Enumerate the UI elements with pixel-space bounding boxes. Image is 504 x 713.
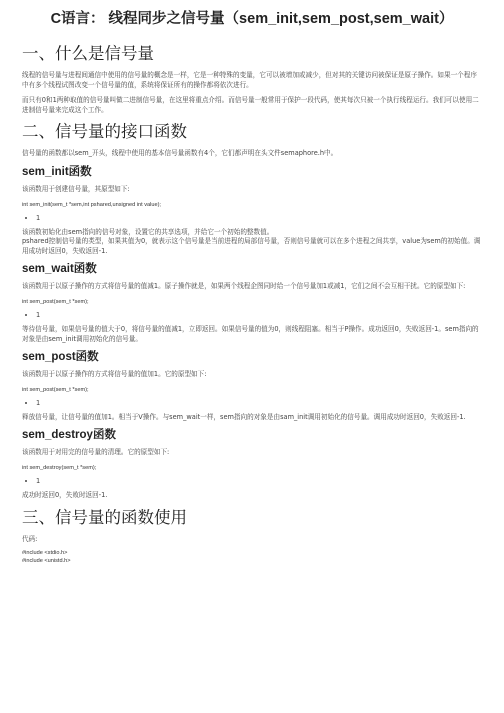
sem-init-heading: sem_init函数	[22, 165, 92, 178]
sem-post-desc: 该函数用于以原子操作的方式将信号量的值加1。它的原型如下:	[22, 370, 207, 379]
line-number: • 1	[36, 214, 482, 223]
sem-post-line-list	[22, 399, 482, 408]
section-1-paragraph-1: 线程的信号量与进程间通信中使用的信号量的概念是一样，它是一种特殊的变量，它可以被增加或减少，但对其的关键访问被保证是原子操作。如果一个程序中有多个线程试图改变一个信号量的值，系统将保证所有的操作都将依次进行。	[22, 71, 477, 89]
sem-destroy-paragraph-1: 成功时返回0，失败时返回-1.	[22, 490, 108, 499]
sem-wait-code: int sem_post(sem_t *sem);	[22, 298, 89, 305]
sem-destroy-code: int sem_destroy(sem_t *sem);	[22, 464, 97, 471]
sem-wait-line-list	[22, 311, 482, 320]
sem-init-paragraph-1: 该函数初始化由sem指向的信号对象，设置它的共享选项，并给它一个初始的整数值。	[22, 227, 274, 236]
section-2-intro: 信号量的函数都以sem_开头，线程中使用的基本信号量函数有4个，它们都声明在头文件semaphore.h中。	[22, 149, 338, 158]
sem-init-desc: 该函数用于创建信号量，其原型如下:	[22, 184, 130, 193]
section-1-paragraph-2: 而只有0和1两种取值的信号量叫做二进制信号量，在这里将重点介绍。而信号量一般常用于保护一段代码，使其每次只被一个执行线程运行。我们可以使用二进制信号量来完成这个工作。	[22, 96, 479, 114]
section-3-heading: 三、信号量的函数使用	[22, 507, 187, 527]
line-number: • 1	[36, 399, 482, 408]
sem-destroy-heading: sem_destroy函数	[22, 429, 116, 442]
sem-init-code: int sem_init(sem_t *sem,int pshared,unsigned int value);	[22, 201, 161, 208]
sem-post-code: int sem_post(sem_t *sem);	[22, 386, 89, 393]
code-label: 代码:	[22, 534, 38, 543]
line-number: • 1	[36, 311, 482, 320]
sem-init-paragraph-2: pshared控制信号量的类型，如果其值为0，就表示这个信号量是当前进程的局部信号量，否则信号量就可以在多个进程之间共享，value为sem的初始值。调用成功时返回0，失败返回-1.	[22, 237, 481, 255]
sem-wait-paragraph-1: 等待信号量，如果信号量的值大于0，将信号量的值减1，立即返回。如果信号量的值为0，则线程阻塞。相当于P操作。成功返回0，失败返回-1。sem指向的对象是由sem_init调用初始化的信号量。	[22, 324, 479, 343]
section-2-heading: 二、信号量的接口函数	[22, 122, 187, 142]
sem-wait-heading: sem_wait函数	[22, 263, 97, 276]
sem-init-line-list	[22, 214, 482, 223]
sem-post-heading: sem_post函数	[22, 351, 99, 364]
code-line-2: #include <unistd.h>	[22, 558, 71, 565]
section-1-heading: 一、什么是信号量	[22, 44, 154, 63]
sem-wait-desc: 该函数用于以原子操作的方式将信号量的值减1。原子操作就是，如果两个线程企图同时给一个信号量加1或减1，它们之间不会互相干扰。它的原型如下:	[22, 282, 466, 291]
line-number: • 1	[36, 477, 482, 486]
sem-destroy-desc: 该函数用于对用完的信号量的清理。它的原型如下:	[22, 448, 170, 457]
code-line-1: #include <stdio.h>	[22, 550, 68, 557]
sem-post-paragraph-1: 释放信号量，让信号量的值加1。相当于V操作。与sem_wait一样，sem指向的对象是由sam_init调用初始化的信号量。调用成功时返回0，失败返回-1.	[22, 412, 466, 421]
doc-title: C语言： 线程同步之信号量（sem_init,sem_post,sem_wait）	[50, 11, 454, 27]
sem-destroy-line-list	[22, 477, 482, 486]
